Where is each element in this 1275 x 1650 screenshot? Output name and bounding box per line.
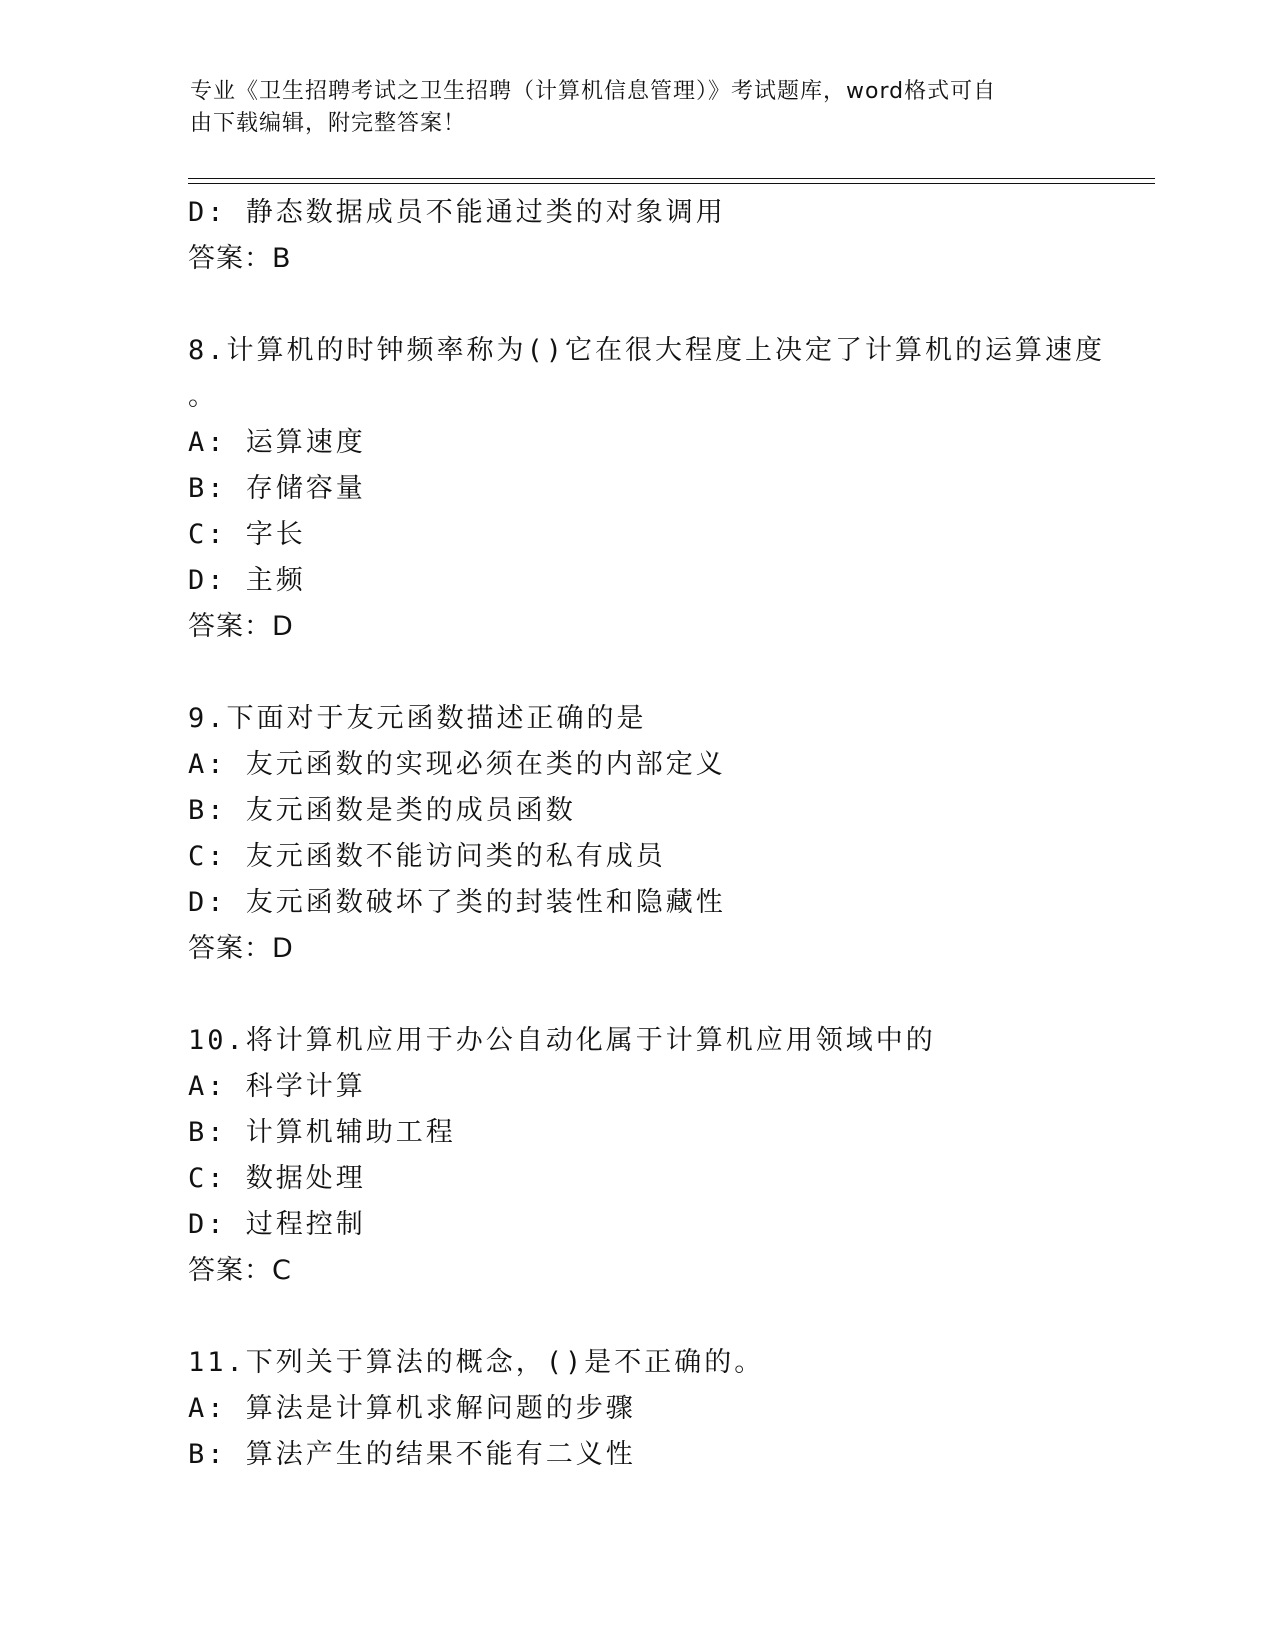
question-content <box>188 190 1108 1478</box>
q9-option-c: C: 友元函数不能访问类的私有成员 <box>188 841 666 872</box>
q8-option-d: D: 主频 <box>188 565 306 596</box>
question-11-block <box>188 1340 1108 1478</box>
spacer <box>188 972 1108 1018</box>
document-header <box>190 76 1070 140</box>
header-rule-bottom <box>188 183 1155 184</box>
q11-option-b: B: 算法产生的结果不能有二义性 <box>188 1439 636 1470</box>
spacer <box>188 1294 1108 1340</box>
q8-stem-line-1: 8.计算机的时钟频率称为()它在很大程度上决定了计算机的运算速度 <box>188 335 1106 366</box>
question-10-block <box>188 1018 1108 1294</box>
q10-option-c: C: 数据处理 <box>188 1163 366 1194</box>
q8-option-a: A: 运算速度 <box>188 427 366 458</box>
q9-option-a: A: 友元函数的实现必须在类的内部定义 <box>188 749 726 780</box>
q8-answer: 答案：D <box>188 611 294 642</box>
header-line-1: 专业《卫生招聘考试之卫生招聘（计算机信息管理）》考试题库，word格式可自 <box>190 79 997 104</box>
question-9-block <box>188 696 1108 972</box>
q10-stem: 10.将计算机应用于办公自动化属于计算机应用领域中的 <box>188 1025 936 1056</box>
spacer <box>188 282 1108 328</box>
q7-option-d: D: 静态数据成员不能通过类的对象调用 <box>188 197 726 228</box>
q7-answer: 答案：B <box>188 243 292 274</box>
q8-option-c: C: 字长 <box>188 519 306 550</box>
q9-answer: 答案：D <box>188 933 294 964</box>
q10-option-a: A: 科学计算 <box>188 1071 366 1102</box>
question-8-block <box>188 328 1108 650</box>
q9-option-d: D: 友元函数破坏了类的封装性和隐藏性 <box>188 887 726 918</box>
question-7-block <box>188 190 1108 282</box>
q10-option-b: B: 计算机辅助工程 <box>188 1117 456 1148</box>
q11-option-a: A: 算法是计算机求解问题的步骤 <box>188 1393 636 1424</box>
header-rule-top <box>188 178 1155 179</box>
q11-stem: 11.下列关于算法的概念，()是不正确的。 <box>188 1347 765 1378</box>
q8-option-b: B: 存储容量 <box>188 473 366 504</box>
q10-answer: 答案：C <box>188 1255 292 1286</box>
q9-option-b: B: 友元函数是类的成员函数 <box>188 795 576 826</box>
header-line-2: 由下载编辑，附完整答案！ <box>190 111 467 136</box>
q9-stem: 9.下面对于友元函数描述正确的是 <box>188 703 647 734</box>
q10-option-d: D: 过程控制 <box>188 1209 366 1240</box>
spacer <box>188 650 1108 696</box>
q8-stem-line-2: 。 <box>188 381 218 412</box>
